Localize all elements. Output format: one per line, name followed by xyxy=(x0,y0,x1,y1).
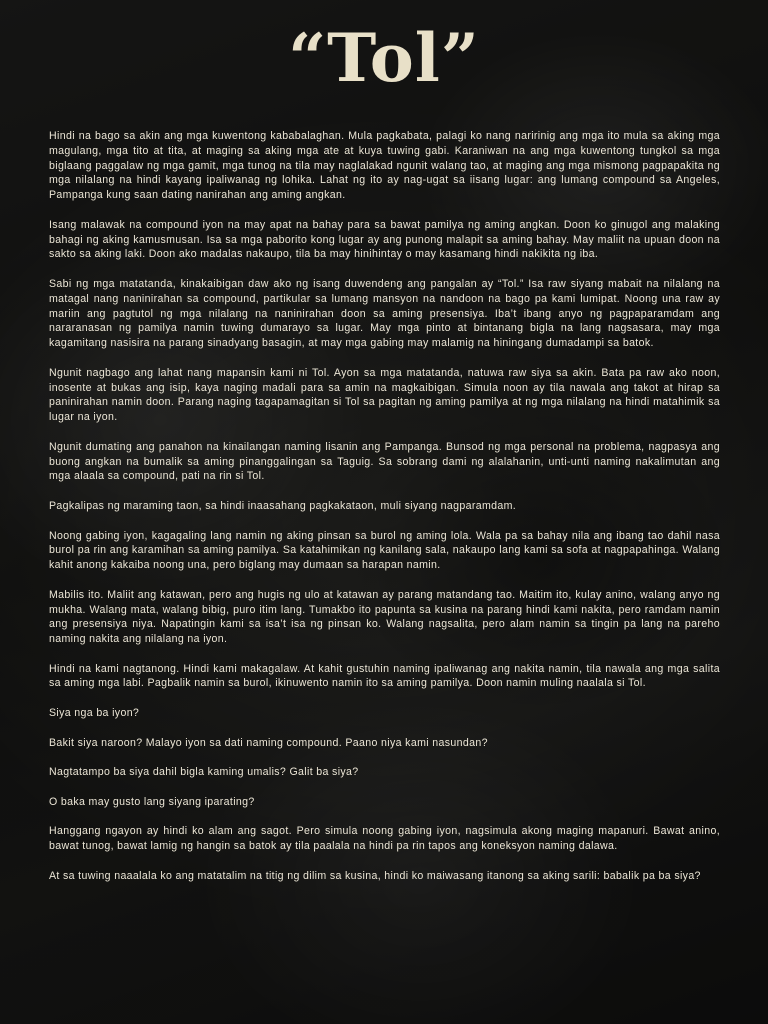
paragraph: Isang malawak na compound iyon na may apat na bahay para sa bawat pamilya ng aming angkan. Doon ko ginugol ang malaking bahagi ng aking kamusmusan. Isa sa mga paborito kong lugar ay ang punong malapit sa aming bahay. May maliit na upuan doon na sakto sa aking laki. Doon ako madalas nakaupo, tila ba may hinihintay o may kasamang hindi nakikita ng iba. xyxy=(49,218,720,261)
paragraph: Mabilis ito. Maliit ang katawan, pero ang hugis ng ulo at katawan ay parang matandang tao. Maitim ito, kulay anino, walang anyo ng mukha. Walang mata, walang bibig, puro itim lang. Tumakbo ito papunta sa kusina na parang hindi kami nakita, pero ramdam namin ang presensiya niya. Napatingin kami sa isa’t isa ng pinsan ko. Walang nagsalita, pero alam namin sa tingin pa lang na pareho naming nakita ang nilalang na iyon. xyxy=(49,588,720,646)
paragraph: Bakit siya naroon? Malayo iyon sa dati naming compound. Paano niya kami nasundan? xyxy=(49,736,488,749)
paragraph: Ngunit dumating ang panahon na kinailangan naming lisanin ang Pampanga. Bunsod ng mga personal na problema, nagpasya ang buong angkan na bumalik sa aming pinanggalingan sa Taguig. Sa sobrang dami ng alalahanin, unti-unti naming nakalimutan ang mga alaala sa compound, pati na rin si Tol. xyxy=(49,440,720,483)
paragraph: Ngunit nagbago ang lahat nang mapansin kami ni Tol. Ayon sa mga matatanda, natuwa raw siya sa akin. Bata pa raw ako noon, inosente at bukas ang isip, kaya naging madali para sa amin na magkaibigan. Simula noon ay tila nawala ang takot at hirap sa paninirahan namin doon. Parang naging tagapamagitan si Tol sa pagitan ng aming pamilya at ng mga nilalang na hindi matahimik sa lugar na iyon. xyxy=(49,366,720,424)
paragraph: Pagkalipas ng maraming taon, sa hindi inaasahang pagkakataon, muli siyang nagparamdam. xyxy=(49,499,517,512)
paragraph: Siya nga ba iyon? xyxy=(49,707,140,720)
paragraph: O baka may gusto lang siyang iparating? xyxy=(49,795,255,808)
paragraph: Sabi ng mga matatanda, kinakaibigan daw ako ng isang duwendeng ang pangalan ay “Tol.” Isa raw siyang mabait na nilalang na matagal nang naninirahan sa compound, partikular sa lumang mansyon na nandoon na bago pa kami lumipat. Noong una raw ay mariin ang pagtutol ng mga nilalang na naninirahan doon sa aming presensiya. Iba’t ibang anyo ng pagpaparamdam ang nararanasan ng pamilya namin tuwing dumarayo sa lugar. May mga pinto at bintanang bigla na lang nagsasara, may mga kagamitang nasisira na parang sinadyang basagin, at may mga gabing may malamig na hiningang dumadampi sa batok. xyxy=(49,277,720,350)
paragraph: Noong gabing iyon, kagagaling lang namin ng aking pinsan sa burol ng aming lola. Wala pa sa bahay nila ang ibang tao dahil nasa burol pa rin ang karamihan sa aming pamilya. Sa katahimikan ng kanilang sala, nakaupo lang kami sa sofa at nagpapahinga. Walang kahit anong kakaiba noong una, pero biglang may dumaan sa harapan namin. xyxy=(49,529,720,572)
paragraph: Hindi na kami nagtanong. Hindi kami makagalaw. At kahit gustuhin naming ipaliwanag ang nakita namin, tila nawala ang mga salita sa aming mga labi. Pagbalik namin sa burol, ikinuwento namin ito sa aming pamilya. Doon namin muling naalala si Tol. xyxy=(49,662,720,690)
paragraph: Nagtatampo ba siya dahil bigla kaming umalis? Galit ba siya? xyxy=(49,766,359,779)
paragraph: Hanggang ngayon ay hindi ko alam ang sagot. Pero simula noong gabing iyon, nagsimula akong maging mapanuri. Bawat anino, bawat tunog, bawat lamig ng hangin sa batok ay tila paalala na hindi pa rin tapos ang koneksyon naming dalawa. xyxy=(49,825,720,853)
paragraph: Hindi na bago sa akin ang mga kuwentong kababalaghan. Mula pagkabata, palagi ko nang naririnig ang mga ito mula sa aking mga magulang, mga tito at tita, at maging sa aking mga ate at kuya tuwing gabi. Karaniwan na ang mga kuwentong tungkol sa mga biglaang paggalaw ng mga gamit, mga tunog na tila may naglalakad ngunit walang tao, at maging ang mga mismong pagpapakita ng mga nilalang na hindi kayang ipaliwanag ng lohika. Lahat ng ito ay nag-ugat sa iisang lugar: ang lumang compound sa Angeles, Pampanga kung saan dating nanirahan ang aming angkan. xyxy=(49,130,720,202)
paragraph: At sa tuwing naaalala ko ang matatalim na titig ng dilim sa kusina, hindi ko maiwasang itanong sa aking sarili: babalik pa ba siya? xyxy=(49,869,701,882)
story-body xyxy=(49,129,720,898)
story-title: “Tol” xyxy=(288,19,480,97)
